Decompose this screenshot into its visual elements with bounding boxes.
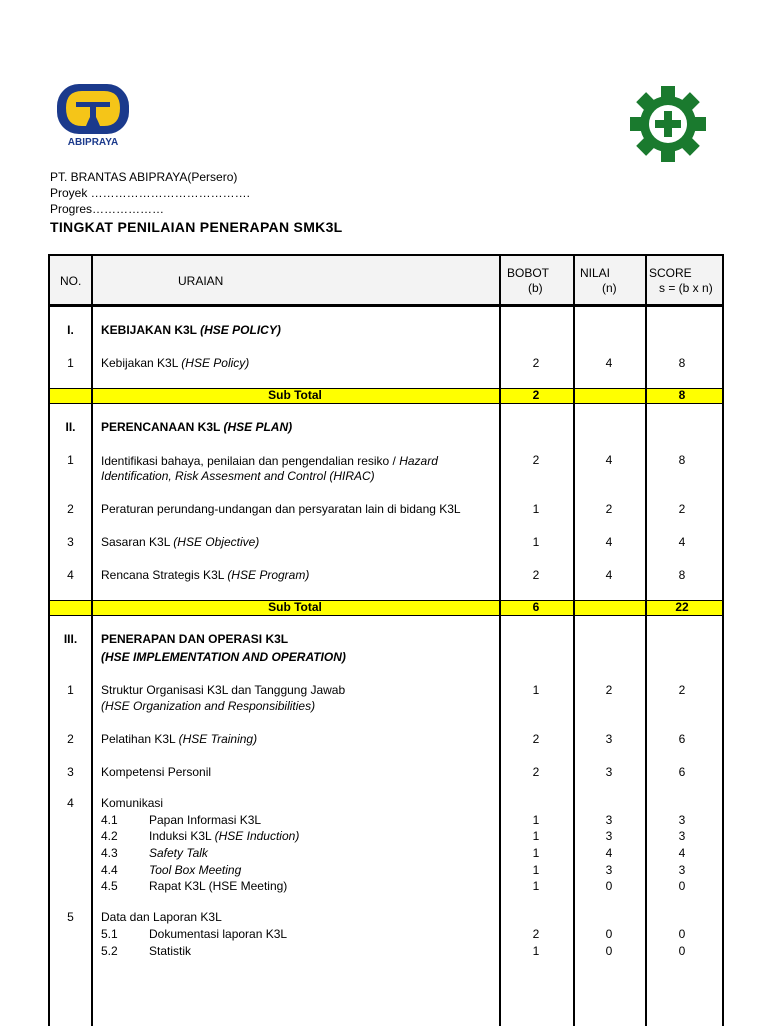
sub-item-number: 4.2: [101, 829, 118, 843]
row-bobot: 2: [532, 927, 540, 941]
subtotal-bobot: 2: [532, 388, 540, 402]
col-score-sub: s = (b x n): [659, 281, 713, 295]
col-bobot-sub: (b): [528, 281, 543, 295]
row-description: Sasaran K3L (HSE Objective): [101, 535, 260, 549]
header-double-line: [50, 306, 722, 307]
subtotal-label: Sub Total: [268, 388, 322, 402]
row-nilai: 4: [605, 846, 613, 860]
row-nilai: 4: [605, 568, 613, 582]
row-description: Pelatihan K3L (HSE Training): [101, 732, 258, 746]
row-score: 6: [678, 765, 686, 779]
row-bobot: 1: [532, 846, 540, 860]
row-nilai: 4: [605, 453, 613, 467]
section-title: KEBIJAKAN K3L (HSE POLICY): [101, 323, 281, 337]
sub-item-number: 4.5: [101, 879, 118, 893]
row-number: 3: [67, 765, 74, 779]
company-name: PT. BRANTAS ABIPRAYA(Persero): [50, 170, 238, 184]
row-bobot: 2: [532, 765, 540, 779]
sub-item-text: Induksi K3L (HSE Induction): [149, 829, 300, 843]
section-title-en: (HSE IMPLEMENTATION AND OPERATION): [101, 650, 346, 664]
sub-item-text: Tool Box Meeting: [149, 863, 242, 877]
table-header: [50, 256, 722, 306]
row-score: 0: [678, 879, 686, 893]
row-bobot: 1: [532, 683, 540, 697]
row-score: 2: [678, 502, 686, 516]
k3-safety-gear-icon: [628, 84, 708, 164]
row-bobot: 1: [532, 813, 540, 827]
row-nilai: 3: [605, 863, 613, 877]
sub-item-text: Dokumentasi laporan K3L: [149, 927, 288, 941]
row-description: Peraturan perundang-undangan dan persyaratan lain di bidang K3L: [101, 502, 461, 516]
row-nilai: 0: [605, 879, 613, 893]
row-nilai: 3: [605, 732, 613, 746]
row-bobot: 2: [532, 356, 540, 370]
row-score: 2: [678, 683, 686, 697]
subtotal-score: 22: [675, 600, 689, 614]
row-number: 1: [67, 453, 74, 467]
row-nilai: 0: [605, 927, 613, 941]
abipraya-logo: [56, 82, 130, 148]
column-divider: [499, 256, 501, 1026]
column-divider: [645, 256, 647, 1026]
row-score: 3: [678, 829, 686, 843]
row-score: 8: [678, 356, 686, 370]
page-title: TINGKAT PENILAIAN PENERAPAN SMK3L: [50, 219, 343, 235]
section-title: PERENCANAAN K3L (HSE PLAN): [101, 420, 293, 434]
col-score-header: SCORE: [649, 266, 692, 280]
row-score: 4: [678, 846, 686, 860]
row-bobot: 1: [532, 944, 540, 958]
row-bobot: 1: [532, 502, 540, 516]
row-number: 1: [67, 683, 74, 697]
col-bobot-header: BOBOT: [507, 266, 550, 280]
row-bobot: 1: [532, 863, 540, 877]
row-description: Rencana Strategis K3L (HSE Program): [101, 568, 310, 582]
row-number: 3: [67, 535, 74, 549]
row-bobot: 2: [532, 453, 540, 467]
row-score: 8: [678, 568, 686, 582]
row-number: 5: [67, 910, 74, 924]
sub-item-text: Papan Informasi K3L: [149, 813, 262, 827]
subtotal-label: Sub Total: [268, 600, 322, 614]
column-divider: [91, 256, 93, 1026]
section-title: PENERAPAN DAN OPERASI K3L: [101, 632, 289, 646]
row-score: 0: [678, 927, 686, 941]
col-nilai-header: NILAI: [580, 266, 611, 280]
row-nilai: 4: [605, 356, 613, 370]
column-divider: [573, 256, 575, 1026]
assessment-table: [48, 254, 724, 1026]
section-number: III.: [63, 632, 78, 646]
row-score: 0: [678, 944, 686, 958]
subtotal-score: 8: [678, 388, 686, 402]
row-number: 4: [67, 796, 74, 810]
row-description: Data dan Laporan K3L: [101, 910, 222, 924]
row-nilai: 4: [605, 535, 613, 549]
col-nilai-sub: (n): [602, 281, 617, 295]
row-score: 3: [678, 863, 686, 877]
row-description-cont: Identification, Risk Assesment and Control (HIRAC): [101, 469, 375, 483]
section-number: II.: [65, 420, 76, 434]
row-description: Kompetensi Personil: [101, 765, 212, 779]
row-nilai: 2: [605, 502, 613, 516]
subtotal-bobot: 6: [532, 600, 540, 614]
section-number: I.: [67, 323, 74, 337]
abipraya-logo-text: ABIPRAYA: [67, 137, 119, 148]
row-bobot: 2: [532, 732, 540, 746]
row-nilai: 0: [605, 944, 613, 958]
row-number: 1: [67, 356, 74, 370]
row-description: Kebijakan K3L (HSE Policy): [101, 356, 250, 370]
row-nilai: 3: [605, 813, 613, 827]
col-no-header: NO.: [60, 274, 82, 288]
row-score: 3: [678, 813, 686, 827]
row-nilai: 2: [605, 683, 613, 697]
row-bobot: 1: [532, 829, 540, 843]
sub-item-number: 5.2: [101, 944, 118, 958]
row-bobot: 1: [532, 535, 540, 549]
row-score: 8: [678, 453, 686, 467]
progress-line: Progres………………: [50, 202, 165, 216]
sub-item-text: Safety Talk: [149, 846, 208, 860]
sub-item-number: 5.1: [101, 927, 118, 941]
row-number: 2: [67, 502, 74, 516]
row-nilai: 3: [605, 829, 613, 843]
row-description: Komunikasi: [101, 796, 164, 810]
subtotal-row: [50, 388, 722, 404]
sub-item-number: 4.4: [101, 863, 118, 877]
row-description-cont: (HSE Organization and Responsibilities): [101, 699, 316, 713]
row-bobot: 1: [532, 879, 540, 893]
row-score: 4: [678, 535, 686, 549]
project-line: Proyek ………………………………….: [50, 186, 251, 200]
subtotal-row: [50, 600, 722, 616]
row-description: Struktur Organisasi K3L dan Tanggung Jawab: [101, 683, 346, 697]
col-uraian-header: URAIAN: [178, 274, 224, 288]
row-number: 4: [67, 568, 74, 582]
sub-item-number: 4.3: [101, 846, 118, 860]
sub-item-text: Statistik: [149, 944, 192, 958]
row-number: 2: [67, 732, 74, 746]
row-description: Identifikasi bahaya, penilaian dan pengendalian resiko / Hazard: [101, 454, 438, 468]
row-bobot: 2: [532, 568, 540, 582]
row-nilai: 3: [605, 765, 613, 779]
sub-item-number: 4.1: [101, 813, 118, 827]
sub-item-text: Rapat K3L (HSE Meeting): [149, 879, 288, 893]
row-score: 6: [678, 732, 686, 746]
